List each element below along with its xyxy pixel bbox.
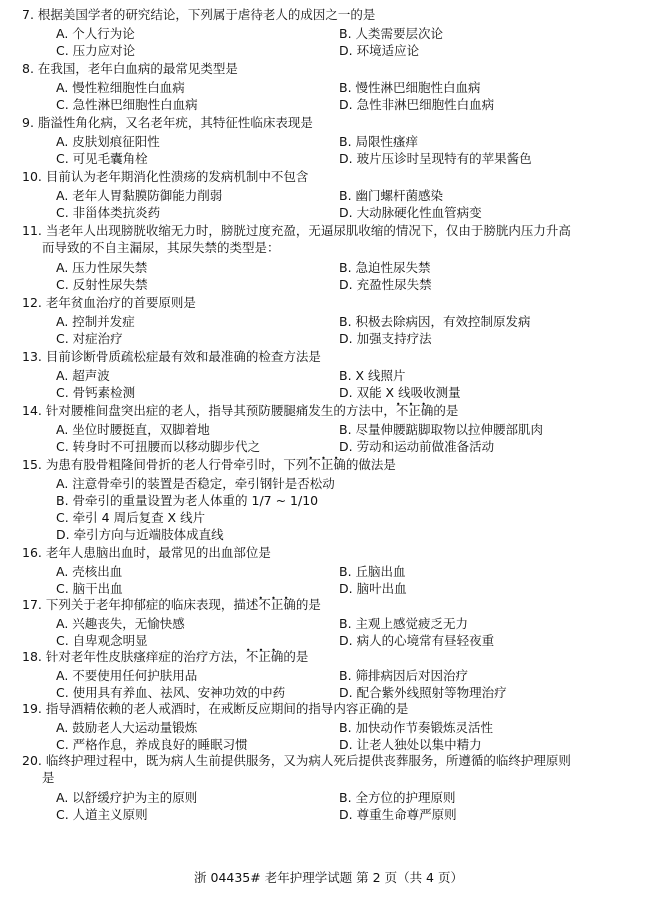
option: A. 注意骨牵引的装置是否稳定，牵引钢针是否松动 [56,476,335,491]
stem-text: 15. 为患有股骨粗隆间骨折的老人行骨牵引时，下列 [22,457,309,472]
option: B. 加快动作节奏锻炼灵活性 [339,720,494,735]
question-stem: 19. 指导酒精依赖的老人戒酒时，在戒断反应期间的指导内容正确的是 [22,701,409,716]
option: A. 压力性尿失禁 [56,260,148,275]
stem-text: 14. 针对腰椎间盘突出症的老人，指导其预防腰腿痛发生的方法中， [22,403,396,418]
option: C. 骨钙素检测 [56,385,136,400]
question-stem-continued: 而导致的不自主漏尿，其尿失禁的类型是： [42,240,280,255]
option: C. 脑干出血 [56,581,123,596]
option: D. 病人的心境常有昼轻夜重 [339,633,495,648]
question-stem: 13. 目前诊断骨质疏松症最有效和最准确的检查方法是 [22,349,321,364]
option: C. 严格作息，养成良好的睡眠习惯 [56,737,248,752]
option: B. 慢性淋巴细胞性白血病 [339,80,481,95]
option: D. 加强支持疗法 [339,331,432,346]
emphasized-text: 不正确 • • • [258,597,296,612]
stem-tail: 的是 [433,403,459,418]
option: A. 皮肤划痕征阳性 [56,134,160,149]
option: B. 积极去除病因，有效控制原发病 [339,314,531,329]
option: A. 兴趣丧失，无愉快感 [56,616,185,631]
option: B. 局限性瘙痒 [339,134,419,149]
option: D. 配合紫外线照射等物理治疗 [339,685,507,700]
stem-tail: 的是 [295,597,321,612]
option: D. 玻片压诊时呈现特有的苹果酱色 [339,151,532,166]
option: D. 牵引方向与近端肢体成直线 [56,527,224,542]
question-stem: 10. 目前认为老年期消化性溃疡的发病机制中不包含 [22,169,309,184]
option: A. 个人行为论 [56,26,135,41]
emphasized-text: 不正确 • • • [308,457,346,472]
question-stem: 16. 老年人患脑出血时，最常见的出血部位是 [22,545,271,560]
option: C. 自卑观念明显 [56,633,148,648]
option: A. 超声波 [56,368,110,383]
option: C. 对症治疗 [56,331,123,346]
question-stem: 11. 当老年人出现膀胱收缩无力时，膀胱过度充盈，无逼尿肌收缩的情况下，仅由于膀胱内压力升高 [22,223,571,238]
question-stem [22,456,646,474]
option: B. 幽门螺杆菌感染 [339,188,444,203]
option: A. 坐位时腰挺直，双脚着地 [56,422,210,437]
option: B. 丘脑出血 [339,564,406,579]
option: D. 双能 X 线吸收测量 [339,385,461,400]
question-stem: 12. 老年贫血治疗的首要原则是 [22,295,196,310]
stem-text: 18. 针对老年性皮肤瘙痒症的治疗方法， [22,649,246,664]
option: B. 筛排病因后对因治疗 [339,668,469,683]
stem-text: 17. 下列关于老年抑郁症的临床表现，描述 [22,597,259,612]
question-stem: 7. 根据美国学者的研究结论，下列属于虐待老人的成因之一的是 [22,7,376,22]
option: B. 骨牵引的重量设置为老人体重的 1/7 ~ 1/10 [56,493,319,508]
option: D. 尊重生命尊严原则 [339,807,457,822]
option: D. 让老人独处以集中精力 [339,737,482,752]
option: A. 以舒缓疗护为主的原则 [56,790,198,805]
option: D. 环境适应论 [339,43,420,58]
option: D. 急性非淋巴细胞性白血病 [339,97,495,112]
option: B. 全方位的护理原则 [339,790,456,805]
option: C. 非甾体类抗炎药 [56,205,161,220]
option: C. 牵引 4 周后复查 X 线片 [56,510,206,525]
emphasized-text: 不正确 • • • [396,403,434,418]
option: A. 老年人胃黏膜防御能力削弱 [56,188,223,203]
option: C. 压力应对论 [56,43,136,58]
emphasized-text: 不正确 • • • [246,649,284,664]
option: D. 劳动和运动前做准备活动 [339,439,495,454]
option: C. 反射性尿失禁 [56,277,148,292]
stem-tail: 的做法是 [345,457,396,472]
option: B. 尽量伸腰踮脚取物以拉伸腰部肌肉 [339,422,544,437]
option: C. 人道主义原则 [56,807,148,822]
option: C. 转身时不可扭腰而以移动脚步代之 [56,439,261,454]
option: A. 鼓励老人大运动量锻炼 [56,720,198,735]
option: B. X 线照片 [339,368,406,383]
option: B. 主观上感觉疲乏无力 [339,616,469,631]
option: D. 脑叶出血 [339,581,407,596]
option: A. 控制并发症 [56,314,135,329]
option: C. 使用具有养血、祛风、安神功效的中药 [56,685,286,700]
question-stem: 20. 临终护理过程中，既为病人生前提供服务，又为病人死后提供丧葬服务，所遵循的临终护理原则 [22,753,571,768]
page-footer: 浙 04435# 老年护理学试题 第 2 页（共 4 页） [194,870,463,885]
question-stem: 8. 在我国，老年白血病的最常见类型是 [22,61,238,76]
question-stem [22,596,646,614]
option: C. 可见毛囊角栓 [56,151,148,166]
question-stem [22,402,646,420]
question-stem-continued: 是 [42,770,55,785]
option: A. 慢性粒细胞性白血病 [56,80,185,95]
option: D. 充盈性尿失禁 [339,277,432,292]
option: B. 急迫性尿失禁 [339,260,431,275]
question-stem [22,648,646,666]
stem-tail: 的是 [283,649,309,664]
option: C. 急性淋巴细胞性白血病 [56,97,198,112]
option: D. 大动脉硬化性血管病变 [339,205,482,220]
question-stem: 9. 脂溢性角化病，又名老年疣，其特征性临床表现是 [22,115,313,130]
option: B. 人类需要层次论 [339,26,444,41]
option: A. 不要使用任何护肤用品 [56,668,198,683]
option: A. 壳核出血 [56,564,123,579]
